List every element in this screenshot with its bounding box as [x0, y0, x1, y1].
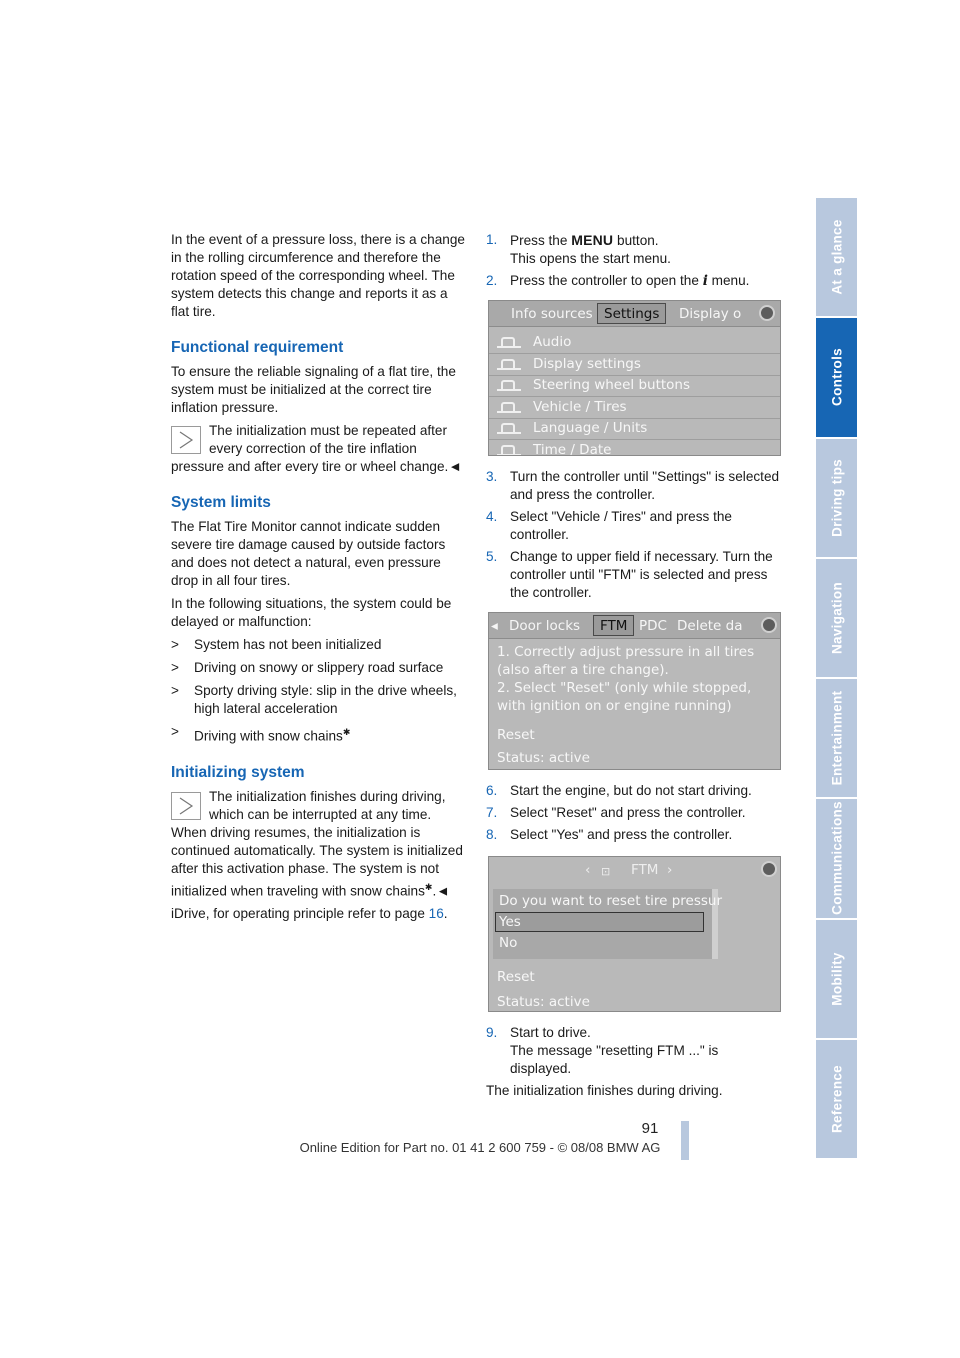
note-text: The initialization must be repeated after every correction of the tire inflation pressure and after every tire or wheel change.	[171, 423, 449, 474]
status-text: Status: active	[497, 750, 590, 766]
chapter-tab-controls[interactable]	[816, 318, 857, 438]
menu-item[interactable]	[497, 376, 690, 394]
list-item: > Driving with snow chains✱	[171, 724, 351, 744]
note-triangle-icon	[171, 426, 201, 454]
list-item: > System has not been initialized	[171, 637, 382, 652]
chapter-tab-label: Reference	[829, 1064, 844, 1133]
screen-tab-bar	[489, 613, 780, 639]
list-item: > Sporty driving style: slip in the drive wheels, high lateral acceleration	[171, 683, 457, 716]
tab-pdc[interactable]: PDC	[639, 618, 667, 634]
menu-item[interactable]	[497, 441, 611, 457]
left-arrow-icon: ◂	[491, 618, 498, 634]
screen-title-bar	[489, 857, 780, 883]
menu-item-icon	[497, 336, 521, 348]
menu-item-label: Time / Date	[533, 441, 612, 456]
page-link[interactable]: 16	[428, 906, 444, 922]
car-icon: ⊡	[601, 865, 611, 878]
instruction-line: with ignition on or engine running)	[497, 698, 732, 714]
chapter-tab-label: Driving tips	[829, 458, 844, 537]
chapter-tab-label: Controls	[829, 348, 844, 407]
note-end-mark: ◄	[448, 459, 462, 474]
system-limits-text: The Flat Tire Monitor cannot indicate sudden severe tire damage caused by outside factors and does not detect a natural, even pressure drop in all four tires.	[171, 519, 446, 588]
note-triangle-icon	[171, 792, 201, 820]
menu-item-icon	[497, 422, 521, 434]
chapter-tab-label: Entertainment	[829, 690, 844, 786]
chapter-tab-at-a-glance[interactable]	[816, 198, 857, 318]
chapter-tab-label: Navigation	[829, 581, 844, 654]
screen-title: FTM	[631, 862, 659, 878]
menu-button-label: MENU	[571, 232, 614, 248]
screen-ftm-reset-dialog	[488, 856, 781, 1012]
initializing-system-heading: Initializing system	[171, 763, 305, 781]
reset-item[interactable]: Reset	[497, 969, 535, 985]
left-arrow-icon: ‹	[585, 862, 591, 878]
tab-display[interactable]: Display o	[679, 306, 742, 322]
step-1: 1. Press the MENU button. This opens the start menu.	[486, 232, 671, 266]
situations-text: In the following situations, the system could be delayed or malfunction:	[171, 596, 452, 629]
chapter-tab-navigation[interactable]	[816, 559, 857, 679]
functional-requirement-heading: Functional requirement	[171, 339, 344, 356]
left-column	[171, 231, 466, 928]
idrive-reference: iDrive, for operating principle refer to page 16.	[171, 906, 448, 922]
step-6: 6. Start the engine, but do not start driving.	[486, 783, 752, 798]
menu-item[interactable]	[497, 419, 647, 437]
status-text: Status: active	[497, 994, 590, 1010]
screen-tab-bar	[489, 301, 780, 327]
footer-text: Online Edition for Part no. 01 41 2 600 759 - © 08/08 BMW AG	[299, 1140, 661, 1155]
chapter-tab-driving-tips[interactable]	[816, 439, 857, 559]
step-9: 9. Start to drive. The message "resetting FTM ..." is displayed.	[486, 1025, 719, 1076]
controller-knob-icon	[759, 305, 775, 321]
instruction-line: 1. Correctly adjust pressure in all tires	[497, 644, 755, 660]
menu-item-label: Audio	[533, 334, 572, 350]
step-2: 2. Press the controller to open the i menu.	[486, 273, 750, 289]
menu-item-label: Vehicle / Tires	[533, 398, 627, 415]
option-yes-highlight	[495, 912, 704, 932]
tab-delete-data[interactable]: Delete da	[677, 618, 743, 634]
chapter-tab-entertainment[interactable]	[816, 679, 857, 799]
dialog-question: Do you want to reset tire pressur	[499, 893, 723, 909]
step-7: 7. Select "Reset" and press the controller.	[486, 805, 746, 820]
menu-item[interactable]	[497, 398, 627, 416]
step-8: 8. Select "Yes" and press the controller.	[486, 827, 733, 842]
right-column	[486, 231, 782, 1105]
menu-item-icon	[497, 379, 521, 391]
menu-item-icon	[497, 358, 521, 370]
step-4: 4. Select "Vehicle / Tires" and press the controller.	[486, 509, 732, 542]
optional-equipment-star: ✱	[424, 881, 433, 892]
controller-knob-icon	[761, 617, 777, 633]
chapter-tab-mobility[interactable]	[816, 920, 857, 1040]
instruction-line: 2. Select "Reset" (only while stopped,	[497, 680, 752, 696]
optional-equipment-star: ✱	[342, 727, 351, 737]
controller-knob-icon	[761, 861, 777, 877]
tab-info-sources[interactable]: Info sources	[511, 306, 593, 322]
menu-item-label: Language / Units	[533, 420, 648, 436]
system-limits-heading: System limits	[171, 494, 271, 511]
right-arrow-icon: ›	[667, 862, 673, 878]
note-initialization-finishes: The initialization finishes during driving, which can be interrupted at any time. When driving resumes, the initialization is continued automatically. The system is initialized after this activation phase. The system is not initialized when traveling with snow chains✱.◄	[171, 788, 463, 899]
closing-text: The initialization finishes during driving.	[486, 1083, 723, 1098]
tab-door-locks[interactable]: Door locks	[509, 618, 581, 634]
chapter-tab-label: Mobility	[829, 951, 844, 1006]
menu-item-icon	[497, 444, 521, 456]
intro-paragraph: In the event of a pressure loss, there is a change in the rolling circumference and therefore the rotation speed of the corresponding wheel. The system detects this change and reports it as a flat tire.	[171, 232, 465, 319]
screen-settings-menu	[488, 300, 781, 456]
menu-item[interactable]	[497, 333, 571, 351]
info-menu-icon: i	[702, 273, 708, 289]
menu-item[interactable]	[497, 355, 641, 373]
chapter-tab-label: At a glance	[829, 219, 844, 295]
functional-requirement-text: To ensure the reliable signaling of a flat tire, the system must be initialized at the correct tire inflation pressure.	[171, 364, 456, 415]
page-number: 91	[641, 1120, 659, 1137]
chapter-tab-communications[interactable]	[816, 799, 857, 919]
menu-item-label: Steering wheel buttons	[533, 377, 691, 393]
option-no[interactable]: No	[499, 935, 518, 951]
instruction-line: (also after a tire change).	[497, 662, 669, 678]
chapter-tabs	[816, 198, 857, 1160]
screen-ftm	[488, 612, 781, 770]
note-text: The initialization finishes during driving, which can be interrupted at any time. When driving resumes, the initialization is continued automatically. The system is initialized after this activation phase. The system is not initialized when traveling with snow chains	[171, 788, 463, 899]
menu-item-label: Display settings	[533, 355, 641, 372]
step-3: 3. Turn the controller until "Settings" is selected and press the controller.	[486, 469, 780, 502]
list-item: > Driving on snowy or slippery road surface	[171, 660, 444, 675]
reset-dialog	[493, 889, 723, 959]
chapter-tab-label: Communications	[829, 801, 844, 916]
note-initialization-repeat	[171, 422, 466, 476]
menu-item-icon	[497, 401, 521, 413]
tab-settings[interactable]: Settings	[597, 303, 666, 324]
reset-item[interactable]: Reset	[497, 727, 535, 743]
step-5: 5. Change to upper field if necessary. Turn the controller until "FTM" is selected and press the controller.	[486, 549, 773, 600]
tab-ftm[interactable]: FTM	[593, 615, 634, 636]
option-yes[interactable]: Yes	[499, 914, 521, 930]
